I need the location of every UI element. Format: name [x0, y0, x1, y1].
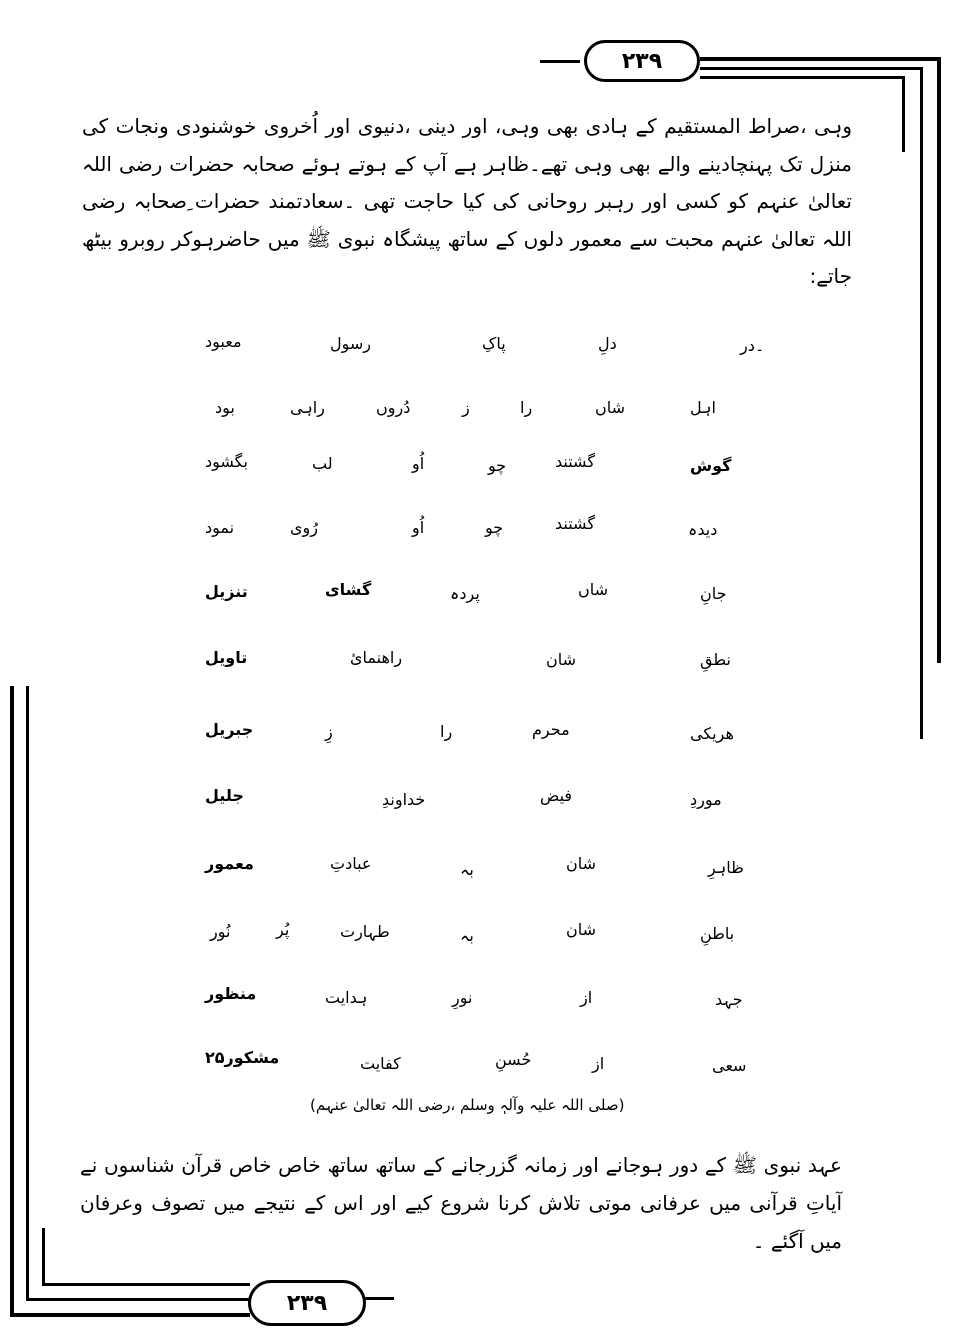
frame-line-bottom-1 [10, 1313, 250, 1317]
poem-word: لب [312, 454, 333, 473]
poem-word: اہل [690, 398, 716, 417]
frame-line-left-1 [10, 686, 14, 1316]
poem-word: بہ [460, 926, 474, 945]
poem-word: جلیل [205, 786, 244, 805]
poem-word: حُسنِ [495, 1050, 532, 1069]
frame-line-bottom-2 [26, 1298, 250, 1301]
poem-word: را [520, 398, 533, 417]
frame-line-top-3 [700, 76, 904, 79]
poem-word: شان [566, 854, 597, 873]
poem-word: کفایت [360, 1054, 401, 1073]
poem-word: راھنمائ [350, 648, 403, 667]
poem-word: از [580, 988, 593, 1007]
poem-word: ز [462, 398, 470, 417]
poem-word: معمور [205, 854, 254, 873]
poem-word: عبادتِ [330, 854, 372, 873]
poem-word: معبود [205, 332, 242, 351]
page-number-bottom-text: ۲۳۹ [286, 1290, 328, 1316]
poem-word: خداوندِ [382, 790, 426, 809]
frame-line-bottom-3 [42, 1283, 250, 1286]
poem-word: گوش [690, 456, 732, 475]
poem-word: نمود [205, 518, 235, 537]
poem-word: اُو [412, 454, 425, 473]
poem-word: گشای [325, 580, 372, 599]
poem-word: مشکور۲۵ [205, 1048, 280, 1067]
poem-word: شان [566, 920, 597, 939]
poem-word: نورِ [452, 988, 473, 1007]
poem-word: بگشود [205, 452, 248, 471]
frame-line-top-2 [700, 67, 922, 70]
poem-word: از [592, 1054, 605, 1073]
poem-word: گشتند [555, 452, 595, 471]
honorific-note: (صلی اللہ علیہ وآلہٖ وسلم ،رضی اللہ تعالیٰ عنہم) [310, 1096, 625, 1114]
poem-word: چو [485, 518, 504, 537]
poem-word: پاکِ [482, 334, 506, 353]
poem-word: اُو [412, 518, 425, 537]
poem-word: پُر [276, 920, 290, 939]
poem-word: را [440, 722, 453, 741]
poem-word: طہارت [340, 922, 390, 941]
poem-word: ھریکی [690, 724, 734, 743]
poem-word: شاں [595, 398, 626, 417]
poem-word: دُروں [376, 398, 411, 417]
poem-word: منظور [205, 984, 257, 1003]
poem-word: رسول [330, 334, 372, 353]
poem-word: ہدایت [325, 988, 368, 1007]
poem-word: دیدہ [688, 520, 718, 539]
poem-word: چو [488, 456, 507, 475]
poem-word: جبریل [205, 720, 254, 739]
poem-word: نطقِ [700, 650, 731, 669]
paragraph-intro: وہی ،صراط المستقیم کے ہادی بھی وہی، اور دینی ،دنیوی اور اُخروی خوشنودی ونجات کی منزل تک پہنچادینے والے بھی وہی تھے۔ظاہر ہے آپ کے ہوتے ہوئے صحابہ حضرات رضی اللہ تعالیٰ عنہم کو کسی اور رہبر روحانی کی کیا حاجت تھی ۔سعادتمند حضرات ِصحابہ رضی اللہ تعالیٰ عنہم محبت سے معمور دلوں کے ساتھ پیشگاہ نبوی ﷺ میں حاضرہوکر روبرو بیٹھ جاتے: [82, 114, 852, 288]
paragraph-closing: عہد نبوی ﷺ کے دور ہوجانے اور زمانہ گزرجانے کے ساتھ ساتھ خاص خاص قرآن شناسوں نے آیاتِ قرآنی میں عرفانی موتی تلاش کرنا شروع کیے اور اس کے نتیجے میں تصوف وعرفان میں آگئے ۔ [80, 1153, 842, 1253]
poem-word: باطنِ [700, 924, 735, 943]
poem-word: جہد [715, 990, 743, 1009]
poem-word: تاویل [205, 648, 248, 667]
frame-line-top-left [540, 60, 580, 63]
poem-word: دلِ [598, 334, 617, 353]
poem-word: بود [215, 398, 235, 417]
frame-line-right-2 [920, 67, 923, 739]
poem-word: گشتند [555, 514, 595, 533]
page-number-bottom [248, 1280, 366, 1326]
frame-line-top-1 [700, 57, 940, 61]
poem-word: پردہ [450, 584, 480, 603]
poem-word: جانِ [700, 584, 727, 603]
poem-word: محرم [532, 720, 570, 739]
poem-word: نُور [210, 922, 231, 941]
poem-word: رُوی [290, 518, 318, 537]
poem-word: فیض [540, 786, 573, 805]
poem-word: شان [546, 650, 577, 669]
poem-word: ظاہرِ [708, 858, 744, 877]
poem-word: سعی [712, 1056, 747, 1075]
poem-word: بہ [460, 860, 474, 879]
poem-word: ۔در [740, 336, 765, 355]
page-number-top [584, 40, 700, 82]
poem-word: موردِ [690, 790, 722, 809]
frame-line-left-3 [42, 1228, 45, 1286]
frame-line-right-1 [937, 57, 941, 663]
frame-line-right-3 [902, 76, 905, 152]
poem-word: زِ [325, 722, 333, 741]
frame-line-left-2 [26, 686, 29, 1300]
poem-word: شاں [578, 580, 609, 599]
page-number-top-text: ۲۳۹ [621, 48, 663, 74]
poem-word: راہی [290, 398, 325, 417]
poem-word: تنزیل [205, 582, 248, 601]
